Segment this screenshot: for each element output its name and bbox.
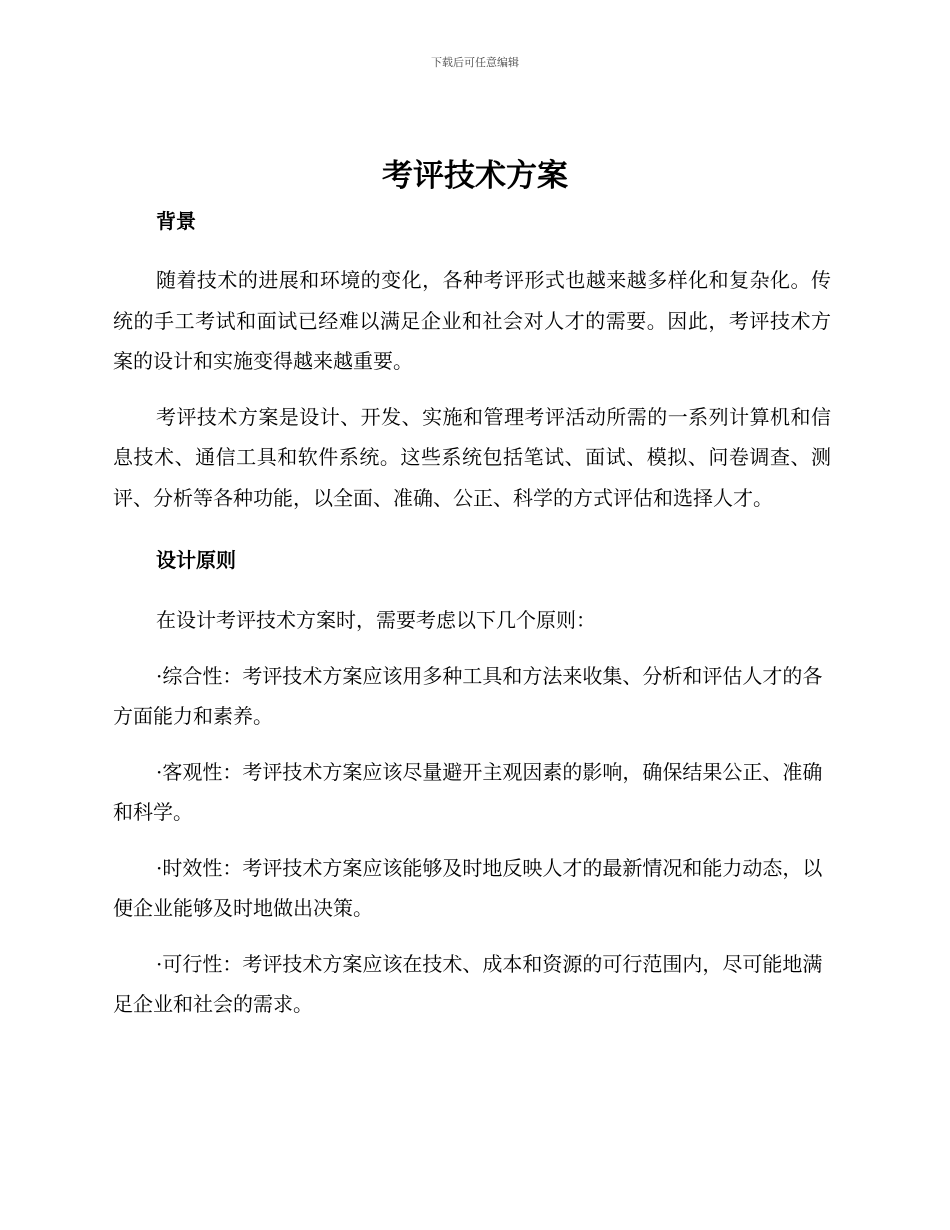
principle-text: 时效性：考评技术方案应该能够及时地反映人才的最新情况和能力动态，以便企业能够及时地做出决策。 bbox=[113, 855, 823, 920]
document-title: 考评技术方案 bbox=[382, 158, 568, 194]
bullet-dot-icon: · bbox=[156, 663, 163, 688]
background-paragraph-1: 随着技术的进展和环境的变化，各种考评形式也越来越多样化和复杂化。传统的手工考试和面试已经难以满足企业和社会对人才的需要。因此，考评技术方案的设计和实施变得越来越重要。 bbox=[113, 268, 831, 373]
principle-text: 可行性：考评技术方案应该在技术、成本和资源的可行范围内，尽可能地满足企业和社会的需求。 bbox=[113, 951, 823, 1016]
section-heading-design-principles: 设计原则 bbox=[156, 548, 236, 572]
bullet-dot-icon: · bbox=[156, 855, 163, 880]
design-principles-intro: 在设计考评技术方案时，需要考虑以下几个原则： bbox=[156, 608, 596, 632]
principle-text: 综合性：考评技术方案应该用多种工具和方法来收集、分析和评估人才的各方面能力和素养。 bbox=[113, 663, 823, 728]
principle-text: 客观性：考评技术方案应该尽量避开主观因素的影响，确保结果公正、准确和科学。 bbox=[113, 759, 823, 824]
bullet-dot-icon: · bbox=[156, 759, 163, 784]
principle-bullet-timeliness bbox=[113, 848, 831, 929]
section-heading-background: 背景 bbox=[156, 209, 196, 233]
page-header-note: 下载后可任意编辑 bbox=[431, 56, 519, 69]
principle-bullet-feasibility bbox=[113, 944, 831, 1025]
document-body bbox=[113, 206, 831, 1040]
principle-bullet-comprehensive bbox=[113, 656, 831, 737]
background-paragraph-2: 考评技术方案是设计、开发、实施和管理考评活动所需的一系列计算机和信息技术、通信工具和软件系统。这些系统包括笔试、面试、模拟、问卷调查、测评、分析等各种功能，以全面、准确、公正、科学的方式评估和选择人才。 bbox=[113, 404, 831, 510]
bullet-dot-icon: · bbox=[156, 951, 163, 976]
principle-bullet-objective bbox=[113, 752, 831, 833]
